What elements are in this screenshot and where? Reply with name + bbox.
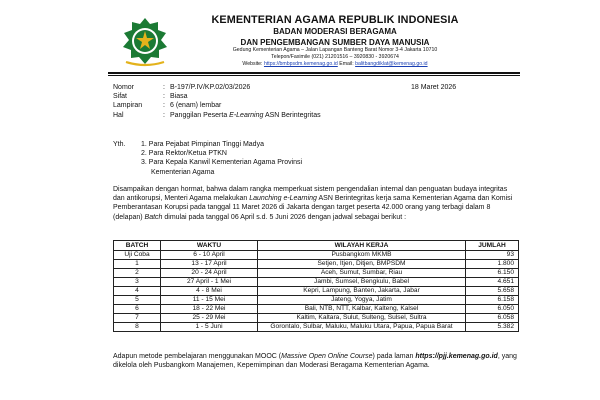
addressees — [113, 140, 302, 177]
meta-label: Lampiran — [113, 102, 143, 110]
meta-label: Sifat — [113, 93, 128, 101]
cell-wilayah: Jambi, Sumsel, Bengkulu, Babel — [258, 278, 466, 287]
cell-jumlah: 1.800 — [466, 260, 519, 269]
table-row — [114, 296, 519, 305]
schedule-table — [113, 240, 519, 332]
meta-label: Hal — [113, 111, 124, 119]
meta-row-lampiran: Lampiran : 6 (enam) lembar — [113, 102, 222, 110]
meta-value: 6 (enam) lembar — [170, 102, 222, 110]
col-header-batch: BATCH — [114, 241, 161, 251]
table-header-row — [114, 241, 519, 251]
cell-jumlah: 93 — [466, 251, 519, 260]
col-header-waktu: WAKTU — [161, 241, 258, 251]
cell-wilayah: Bali, NTB, NTT, Kalbar, Kalteng, Kalsel — [258, 305, 466, 314]
cell-jumlah: 6.058 — [466, 314, 519, 323]
closing-paragraph: Adapun metode pembelajaran menggunakan MOOC (Massive Open Online Course) pada laman https://pjj.kemenag.go.id, yang dikelola oleh Pusbangkom Manajemen, Kepemimpinan dan Moderasi Beragama Kementerian Agama. — [113, 353, 517, 370]
cell-batch: 1 — [114, 260, 161, 269]
meta-value: B-197/P.IV/KP.02/03/2026 — [170, 84, 251, 91]
cell-waktu: 1 - 5 Juni — [161, 323, 258, 332]
agency-name-line1: BADAN MODERASI BERAGAMA — [273, 27, 397, 37]
cell-waktu: 13 - 17 April — [161, 260, 258, 269]
letter-date: 18 Maret 2026 — [411, 84, 457, 91]
table-row — [114, 260, 519, 269]
email-link[interactable]: balitbangdiklat@kemenag.go.id — [355, 60, 428, 67]
cell-batch: 3 — [114, 278, 161, 287]
cell-waktu: 11 - 15 Mei — [161, 296, 258, 305]
meta-value: Panggilan Peserta E-Learning ASN Berintegritas — [170, 111, 321, 119]
website-link[interactable]: https://bmbpsdm.kemenag.go.id — [263, 60, 338, 67]
addressee-item: 1. Para Pejabat Pimpinan Tinggi Madya — [141, 141, 264, 148]
cell-waktu: 20 - 24 April — [161, 269, 258, 278]
table-row — [114, 305, 519, 314]
cell-jumlah: 5.382 — [466, 323, 519, 332]
meta-row-nomor: Nomor : B-197/P.IV/KP.02/03/2026 — [113, 84, 251, 91]
cell-waktu: 27 April - 1 Mei — [161, 278, 258, 287]
body-paragraph: Disampaikan dengan hormat, bahwa dalam rangka memperkuat sistem pengendalian internal dan penguatan budaya integritas dan antikorupsi, Menteri Agama melakukan Launching e-Learning ASN Berintegritas kerja sama Kementerian Agama dan Komisi Pemberantasan Korupsi pada tanggal 11 Maret 2026 di Jakarta dengan target peserta 42.000 orang yang terbagi dalam 8 (delapan) Batch dimulai pada tanggal 06 April s.d. 5 Juni 2026 dengan jadwal sebagai berikut : — [113, 186, 513, 221]
cell-batch: 5 — [114, 296, 161, 305]
cell-waktu: 4 - 8 Mei — [161, 287, 258, 296]
table-row — [114, 323, 519, 332]
cell-batch: 6 — [114, 305, 161, 314]
cell-wilayah: Kaltim, Kaltara, Sulut, Sulteng, Sulsel, Sultra — [258, 314, 466, 323]
table-row — [114, 287, 519, 296]
cell-wilayah: Gorontalo, Sulbar, Maluku, Maluku Utara, Papua, Papua Barat — [258, 323, 466, 332]
addressee-item: 3. Para Kepala Kanwil Kementerian Agama Provinsi — [141, 159, 303, 167]
cell-batch: 8 — [114, 323, 161, 332]
addressee-continuation: Kementerian Agama — [151, 168, 215, 176]
meta-label: Nomor — [113, 84, 135, 91]
addressee-item: 2. Para Rektor/Ketua PTKN — [141, 150, 227, 158]
phone: Telepon/Faximile (021) 21201516 – 3920830 - 3920674 — [271, 53, 399, 60]
letterhead — [180, 14, 490, 68]
cell-batch: 2 — [114, 269, 161, 278]
cell-jumlah: 6.158 — [466, 296, 519, 305]
cell-waktu: 6 - 10 April — [161, 251, 258, 260]
cell-batch: 7 — [114, 314, 161, 323]
cell-wilayah: Aceh, Sumut, Sumbar, Riau — [258, 269, 466, 278]
email-label: Email: — [339, 60, 354, 67]
course-link[interactable]: https://pjj.kemenag.go.id — [415, 353, 498, 360]
col-header-wilayah: WILAYAH KERJA — [258, 241, 466, 251]
contact-line — [180, 62, 490, 68]
table-row — [114, 314, 519, 323]
cell-batch: 4 — [114, 287, 161, 296]
meta-row-hal: Hal : Panggilan Peserta E-Learning ASN Berintegritas — [113, 111, 321, 119]
cell-wilayah: Setjen, Itjen, Ditjen, BMPSDM — [258, 260, 466, 269]
cell-wilayah: Jateng, Yogya, Jatim — [258, 296, 466, 305]
col-header-jumlah: JUMLAH — [466, 241, 519, 251]
cell-waktu: 25 - 29 Mei — [161, 314, 258, 323]
addressee-prefix: Yth. — [113, 141, 126, 148]
cell-jumlah: 6.150 — [466, 269, 519, 278]
cell-waktu: 18 - 22 Mei — [161, 305, 258, 314]
cell-jumlah: 5.658 — [466, 287, 519, 296]
cell-wilayah: Pusbangkom MKMB — [258, 251, 466, 260]
table-row — [114, 251, 519, 260]
kemenag-logo-icon — [116, 16, 174, 68]
meta-row-sifat: Sifat : Biasa — [113, 93, 188, 101]
cell-wilayah: Kepri, Lampung, Banten, Jakarta, Jabar — [258, 287, 466, 296]
website-label: Website: — [242, 60, 263, 67]
cell-batch: Uji Coba — [114, 251, 161, 260]
ministry-name: KEMENTERIAN AGAMA REPUBLIK INDONESIA — [211, 14, 459, 26]
table-row — [114, 278, 519, 287]
letterhead-rule-thin — [108, 75, 520, 76]
letterhead-rule-thick — [108, 72, 520, 74]
agency-name-line2: DAN PENGEMBANGAN SUMBER DAYA MANUSIA — [240, 37, 430, 47]
letter-meta — [113, 83, 321, 120]
cell-jumlah: 6.050 — [466, 305, 519, 314]
table-row — [114, 269, 519, 278]
cell-jumlah: 4.651 — [466, 278, 519, 287]
meta-value: Biasa — [170, 93, 188, 101]
address: Gedung Kementerian Agama – Jalan Lapangan Banteng Barat Nomor 3-4 Jakarta 10710 — [232, 46, 438, 53]
